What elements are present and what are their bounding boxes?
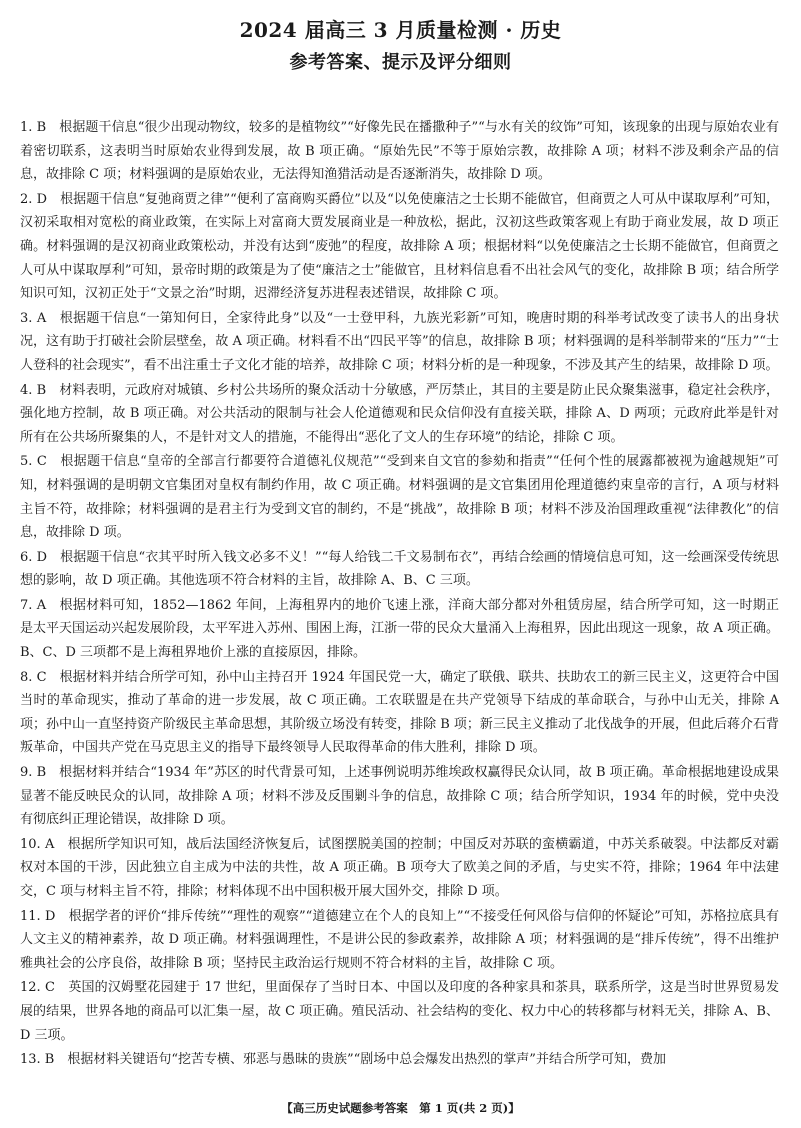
answer-item-1: 1. B 根据题干信息“很少出现动物纹，较多的是植物纹”“好像先民在播撒种子”“与水有关的纹饰”可知，该现象的出现与原始农业有着密切联系，这表明当时原始农业得到发展，故 B 项正确。“原始先民”不等于原始宗教，故排除 A 项；材料不涉及剩余产品的信息，故排除 C 项；材料强调的是原始农业，无法得知渔猎活动是否逐渐消失，故排除 D 项。 bbox=[20, 120, 779, 183]
answer-list bbox=[20, 116, 779, 1073]
answer-item-8: 8. C 根据材料并结合所学可知，孙中山主持召开 1924 年国民党一大，确定了联俄、联共、扶助农工的新三民主义，这更符合中国当时的革命现实，推动了革命的进一步发展，故 C 项正确。工农联盟是在共产党领导下结成的革命联合，与孙中山无关，排除 A 项；孙中山一直坚持资产阶级民主革命思想，其阶级立场没有转变，排除 B 项；新三民主义推动了北伐战争的开展，但此后蒋介石背叛革命，中国共产党在马克思主义的指导下最终领导人民取得革命的伟大胜利，排除 D 项。 bbox=[20, 669, 779, 756]
page-footer: 【高三历史试题参考答案 第 1 页(共 2 页)】 bbox=[281, 1101, 520, 1115]
answer-item-9: 9. B 根据材料并结合“1934 年”苏区的时代背景可知，上述事例说明苏维埃政权赢得民众认同，故 B 项正确。革命根据地建设成果显著不能反映民众的认同，故排除 A 项；材料不涉及反围剿斗争的信息，故排除 C 项；结合所学知识，1934 年的时候，党中央没有彻底纠正理论错误，故排除 D 项。 bbox=[20, 765, 779, 828]
answer-item-4: 4. B 材料表明，元政府对城镇、乡村公共场所的聚众活动十分敏感，严厉禁止，其目的主要是防止民众聚集滋事，稳定社会秩序，强化地方控制，故 B 项正确。对公共活动的限制与社会人伦道德观和民众信仰没有直接关联，排除 A、D 两项；元政府此举是针对所有在公共场所聚集的人，不是针对文人的措施，不能得出“恶化了文人的生存环境”的结论，排除 C 项。 bbox=[20, 382, 779, 445]
answer-item-12: 12. C 英国的汉姆墅花园建于 17 世纪，里面保存了当时日本、中国以及印度的各种家具和茶具，联系所学，这是当时世界贸易发展的结果，世界各地的商品可以汇集一屋，故 C 项正确。殖民活动、社会结构的变化、权力中心的转移都与材料无关，排除 A、B、D 三项。 bbox=[20, 980, 779, 1043]
answer-item-6: 6. D 根据题干信息“衣其平时所入钱文必多不义！”“每人给钱二千文易制布衣”，再结合绘画的情境信息可知，这一绘画深受传统思想的影响，故 D 项正确。其他选项不符合材料的主旨，故排除 A、B、C 三项。 bbox=[20, 549, 779, 589]
answer-item-5: 5. C 根据题干信息“皇帝的全部言行都要符合道德礼仪规范”“受到来自文官的参劾和指责”“任何个性的展露都被视为逾越规矩”可知，材料强调的是明朝文官集团对皇权有制约作用，故 C 项正确。材料强调的是文官集团用伦理道德约束皇帝的言行，A 项与材料主旨不符，故排除；材料强调的是君主行为受到文官的制约，不是“挑战”，故排除 B 项；材料不涉及治国理政重视“法律教化”的信息，故排除 D 项。 bbox=[20, 454, 779, 541]
answer-item-11: 11. D 根据学者的评价“排斥传统”“理性的观察”“道德建立在个人的良知上”“不接受任何风俗与信仰的怀疑论”可知，苏格拉底具有人文主义的精神素养，故 D 项正确。材料强调理性，不是讲公民的参政素养，故排除 A 项；材料强调的是“排斥传统”，得不出维护雅典社会的公序良俗，故排除 B 项；坚持民主政治运行规则不符合材料的主旨，故排除 C 项。 bbox=[20, 908, 779, 971]
page-subtitle: 参考答案、提示及评分细则 bbox=[289, 52, 512, 73]
answer-item-3: 3. A 根据题干信息“一第知何日，全家待此身”以及“一士登甲科，九族光彩新”可知，晚唐时期的科举考试改变了读书人的出身状况，这有助于打破社会阶层壁垒，故 A 项正确。材料看不出“四民平等”的信息，故排除 B 项；材料强调的是科举制带来的“压力”“士人登科的社会现实”，看不出注重士子文化才能的培养，故排除 C 项；材料分析的是一种现象，不涉及其产生的结果，故排除 D 项。 bbox=[20, 310, 779, 373]
answer-item-13: 13. B 根据材料关键语句“挖苦专横、邪恶与愚昧的贵族”“剧场中总会爆发出热烈的掌声”并结合所学可知，费加 bbox=[20, 1052, 666, 1068]
answer-item-2: 2. D 根据题干信息“复弛商贾之律”“便利了富商购买爵位”以及“以免使廉洁之士长期不能做官，但商贾之人可从中谋取厚利”可知，汉初采取相对宽松的商业政策，在实际上对富商大贾发展商业是一种放松，据此，汉初这些政策客观上有助于商业发展，故 D 项正确。材料强调的是汉初商业政策松动，并没有达到“废弛”的程度，故排除 A 项；根据材料“以免使廉洁之士长期不能做官，但商贾之人可从中谋取厚利”可知，景帝时期的政策是为了使“廉洁之士”能做官，且材料信息看不出社会风气的变化，故排除 B 项；结合所学知识可知，汉初正处于“文景之治”时期，迟滞经济复苏进程表述错误，故排除 C 项。 bbox=[20, 191, 779, 302]
answer-item-10: 10. A 根据所学知识可知，战后法国经济恢复后，试图摆脱美国的控制；中国反对苏联的蛮横霸道，中苏关系破裂。中法都反对霸权对本国的干涉，因此独立自主成为中法的共性，故 A 项正确。B 项夸大了欧美之间的矛盾，与史实不符，排除；1964 年中法建交，C 项与材料主旨不符，排除；材料体现不出中国积极开展大国外交，排除 D 项。 bbox=[20, 836, 779, 899]
answer-item-7: 7. A 根据材料可知，1852—1862 年间，上海租界内的地价飞速上涨，洋商大部分都对外租赁房屋，结合所学可知，这一时期正是太平天国运动兴起发展阶段，太平军进入苏州、围困上海，江浙一带的民众大量涌入上海租界，因此出现这一现象，故 A 项正确。B、C、D 三项都不是上海租界地价上涨的直接原因，排除。 bbox=[20, 597, 779, 661]
page-title: 2024 届高三 3 月质量检测 · 历史 bbox=[239, 18, 562, 42]
